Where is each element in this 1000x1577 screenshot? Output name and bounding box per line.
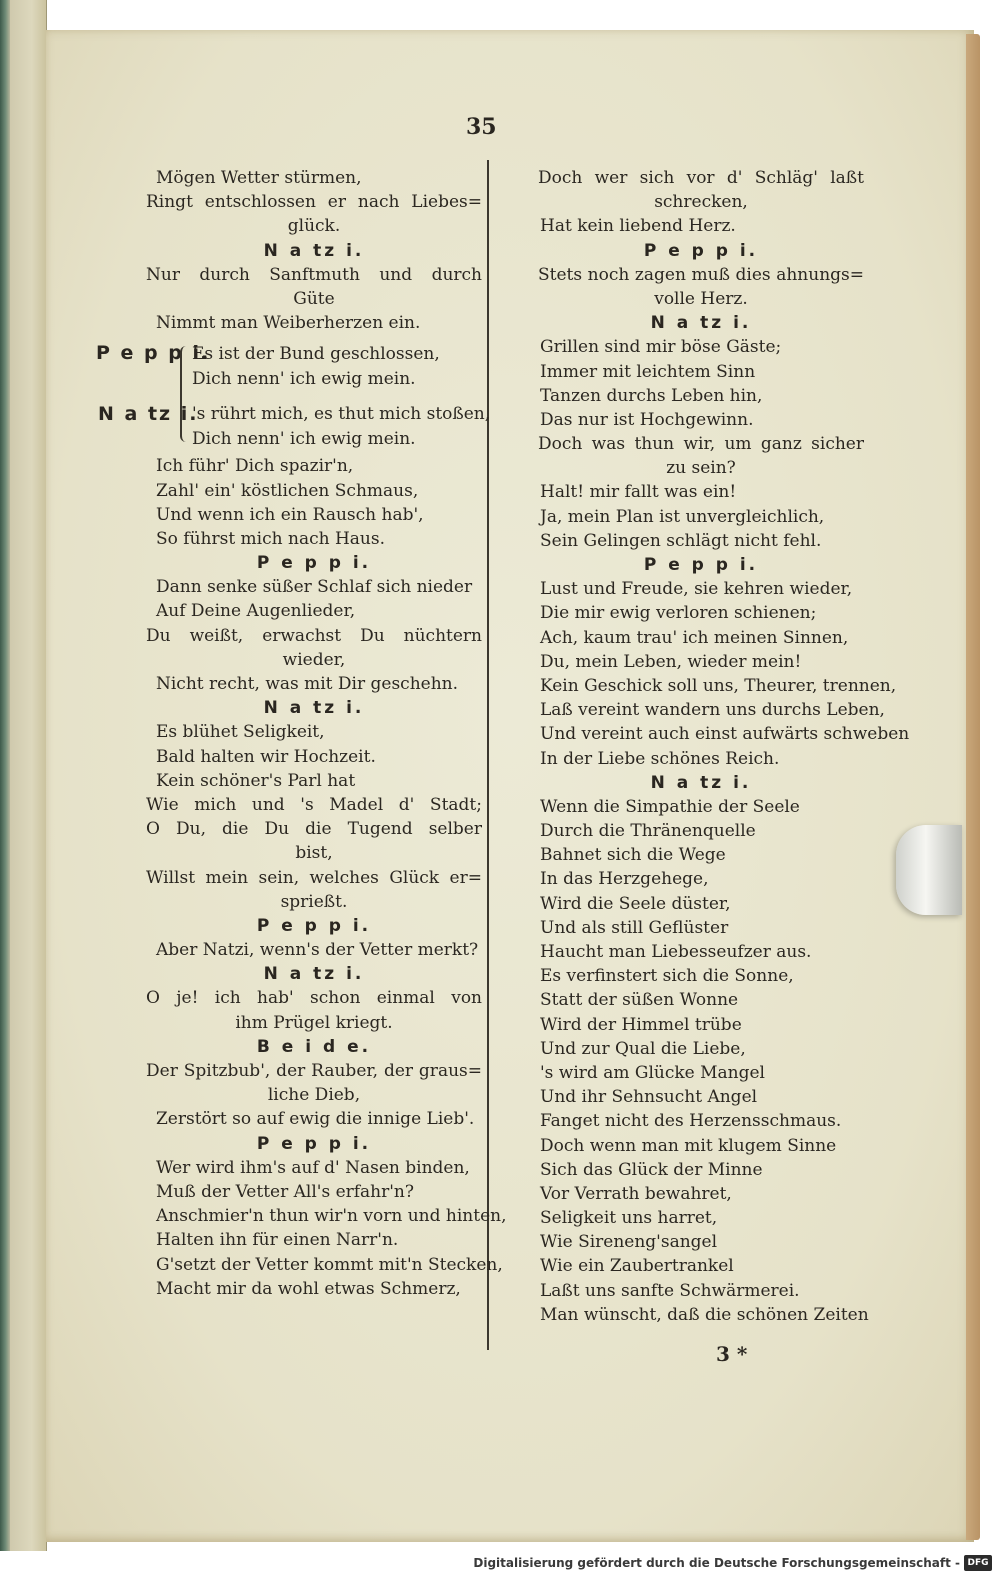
speaker-name: P e p p i. bbox=[256, 553, 372, 574]
verse-line: Der Spitzbub', der Rauber, der graus= bbox=[146, 1061, 482, 1081]
column-divider bbox=[487, 160, 489, 1350]
verse-line: wieder, bbox=[282, 649, 346, 670]
verse-line: 's wird am Glücke Mangel bbox=[540, 1062, 765, 1083]
verse-line: Wenn die Simpathie der Seele bbox=[540, 796, 800, 817]
duet-line: 's rührt mich, es thut mich stoßen, bbox=[192, 404, 491, 424]
page-clip bbox=[896, 825, 962, 915]
book-spine bbox=[0, 0, 10, 1577]
verse-line: Bahnet sich die Wege bbox=[540, 845, 726, 866]
verse-line: Statt der süßen Wonne bbox=[540, 990, 739, 1011]
duet-brace bbox=[180, 346, 188, 442]
verse-line: glück. bbox=[287, 216, 341, 237]
verse-line: Zahl' ein' köstlichen Schmaus, bbox=[156, 480, 419, 501]
speaker-name: P e p p i. bbox=[643, 240, 759, 261]
verse-line: sprießt. bbox=[280, 891, 348, 912]
verse-line: Du, mein Leben, wieder mein! bbox=[540, 651, 802, 672]
verse-line: G'setzt der Vetter kommt mit'n Stecken, bbox=[156, 1254, 503, 1275]
verse-line: Ringt entschlossen er nach Liebes= bbox=[146, 192, 482, 213]
verse-line: bist, bbox=[295, 843, 333, 864]
verse-line: Halten ihn für einen Narr'n. bbox=[156, 1230, 399, 1251]
verse-line: Nur durch Sanftmuth und durch bbox=[146, 264, 482, 285]
verse-line: Bald halten wir Hochzeit. bbox=[156, 746, 376, 767]
verse-line: Doch wenn man mit klugem Sinne bbox=[540, 1135, 837, 1156]
verse-line: schrecken, bbox=[654, 192, 748, 213]
verse-line: Und wenn ich ein Rausch hab', bbox=[156, 504, 424, 525]
verse-line: Wird der Himmel trübe bbox=[540, 1014, 742, 1035]
verse-line: Nicht recht, was mit Dir geschehn. bbox=[156, 674, 459, 694]
speaker-name: N a tz i. bbox=[263, 698, 365, 719]
speaker-name: N a tz i. bbox=[650, 313, 752, 334]
verse-line: Stets noch zagen muß dies ahnungs= bbox=[538, 264, 864, 285]
verse-line: Güte bbox=[293, 288, 335, 309]
right-column bbox=[538, 166, 910, 1327]
verse-line: Immer mit leichtem Sinn bbox=[540, 361, 756, 382]
page-edge bbox=[966, 34, 980, 1540]
verse-line: In das Herzgehege, bbox=[540, 869, 709, 890]
verse-line: Es verfinstert sich die Sonne, bbox=[540, 966, 794, 987]
verse-line: Laß vereint wandern uns durchs Leben, bbox=[540, 700, 885, 721]
verse-line: zu sein? bbox=[666, 458, 736, 479]
speaker-name: N a tz i. bbox=[263, 964, 365, 985]
verse-line: Ich führ' Dich spazir'n, bbox=[156, 456, 354, 477]
verse-line: Grillen sind mir böse Gäste; bbox=[540, 337, 782, 358]
verse-line: Doch was thun wir, um ganz sicher bbox=[538, 434, 864, 455]
verse-line: ihm Prügel kriegt. bbox=[235, 1012, 393, 1033]
previous-page-edge bbox=[10, 0, 47, 1560]
verse-line: Muß der Vetter All's erfahr'n? bbox=[156, 1181, 414, 1202]
verse-line: Ach, kaum trau' ich meinen Sinnen, bbox=[540, 627, 849, 648]
verse-line: Aber Natzi, wenn's der Vetter merkt? bbox=[156, 940, 479, 961]
verse-line: Vor Verrath bewahret, bbox=[540, 1183, 732, 1204]
verse-line: Willst mein sein, welches Glück er= bbox=[146, 867, 482, 888]
footer-bar bbox=[0, 1551, 1000, 1577]
verse-line: Wie ein Zaubertrankel bbox=[540, 1256, 734, 1277]
left-column-top-lines bbox=[146, 166, 482, 335]
verse-line: Und zur Qual die Liebe, bbox=[540, 1038, 746, 1059]
verse-line: In der Liebe schönes Reich. bbox=[540, 748, 780, 769]
verse-line: Laßt uns sanfte Schwärmerei. bbox=[540, 1280, 800, 1301]
verse-line: Wird die Seele düster, bbox=[540, 893, 731, 914]
verse-line: Hat kein liebend Herz. bbox=[540, 216, 736, 237]
verse-line: Anschmier'n thun wir'n vorn und hinten, bbox=[156, 1206, 507, 1227]
speaker-name: N a tz i. bbox=[263, 240, 365, 261]
verse-line: Doch wer sich vor d' Schläg' laßt bbox=[538, 168, 864, 188]
speaker-name: P e p p i. bbox=[256, 915, 372, 936]
verse-line: Wie Sireneng'sangel bbox=[540, 1232, 718, 1253]
verse-line: Sich das Glück der Minne bbox=[540, 1159, 763, 1180]
verse-line: Tanzen durchs Leben hin, bbox=[540, 385, 763, 406]
speaker-name: B e i d e. bbox=[256, 1036, 372, 1057]
verse-line: Ja, mein Plan ist unvergleichlich, bbox=[540, 506, 825, 527]
verse-line: Das nur ist Hochgewinn. bbox=[540, 409, 754, 430]
verse-line: Fanget nicht des Herzensschmaus. bbox=[540, 1111, 842, 1132]
duet-line: Dich nenn' ich ewig mein. bbox=[192, 369, 416, 389]
page-number: 35 bbox=[466, 114, 497, 140]
verse-line: Und ihr Sehnsucht Angel bbox=[540, 1087, 758, 1108]
verse-line: O Du, die Du die Tugend selber bbox=[146, 819, 482, 840]
verse-line: Es blühet Seligkeit, bbox=[156, 722, 325, 743]
verse-line: Lust und Freude, sie kehren wieder, bbox=[540, 579, 853, 600]
verse-line: Sein Gelingen schlägt nicht fehl. bbox=[540, 530, 822, 551]
verse-line: So führst mich nach Haus. bbox=[156, 528, 385, 549]
verse-line: Wer wird ihm's auf d' Nasen binden, bbox=[156, 1157, 470, 1178]
verse-line: Und vereint auch einst aufwärts schweben bbox=[540, 724, 910, 745]
dfg-logo: DFG bbox=[964, 1555, 992, 1571]
verse-line: Nimmt man Weiberherzen ein. bbox=[156, 313, 421, 334]
verse-line: Wie mich und 's Madel d' Stadt; bbox=[146, 794, 482, 815]
verse-line: Mögen Wetter stürmen, bbox=[156, 168, 362, 188]
speaker-name: N a tz i. bbox=[650, 772, 752, 793]
sheet-signature: 3 * bbox=[716, 1342, 748, 1366]
verse-line: Du weißt, erwachst Du nüchtern bbox=[146, 625, 482, 646]
duet-speaker-natzi: N a tz i. bbox=[98, 403, 199, 425]
verse-line: Dann senke süßer Schlaf sich nieder bbox=[156, 577, 473, 598]
speaker-name: P e p p i. bbox=[256, 1133, 372, 1154]
funding-credit: Digitalisierung gefördert durch die Deutsche Forschungsgemeinschaft - bbox=[473, 1556, 960, 1570]
verse-line: Auf Deine Augenlieder, bbox=[156, 601, 356, 622]
verse-line: O je! ich hab' schon einmal von bbox=[146, 988, 482, 1009]
duet-line: Es ist der Bund geschlossen, bbox=[192, 344, 440, 364]
verse-line: Macht mir da wohl etwas Schmerz, bbox=[156, 1278, 461, 1299]
verse-line: Zerstört so auf ewig die innige Lieb'. bbox=[156, 1109, 475, 1130]
verse-line: Die mir ewig verloren schienen; bbox=[540, 603, 817, 624]
speaker-name: P e p p i. bbox=[643, 555, 759, 575]
verse-line: Seligkeit uns harret, bbox=[540, 1208, 718, 1229]
verse-line: Man wünscht, daß die schönen Zeiten bbox=[540, 1304, 869, 1325]
verse-line: Kein schöner's Parl hat bbox=[156, 770, 356, 791]
verse-line: Kein Geschick soll uns, Theurer, trennen, bbox=[540, 675, 897, 696]
duet-line: Dich nenn' ich ewig mein. bbox=[192, 429, 416, 449]
verse-line: Haucht man Liebesseufzer aus. bbox=[540, 942, 812, 962]
verse-line: Halt! mir fallt was ein! bbox=[540, 482, 737, 503]
verse-line: Durch die Thränenquelle bbox=[540, 821, 756, 842]
duet-speaker-peppi: P e p p i. bbox=[96, 342, 211, 364]
verse-line: Und als still Geflüster bbox=[540, 917, 729, 938]
left-column-bottom-lines bbox=[146, 454, 507, 1301]
left-column bbox=[146, 166, 507, 1301]
verse-line: volle Herz. bbox=[654, 288, 748, 309]
verse-line: liche Dieb, bbox=[267, 1085, 361, 1106]
